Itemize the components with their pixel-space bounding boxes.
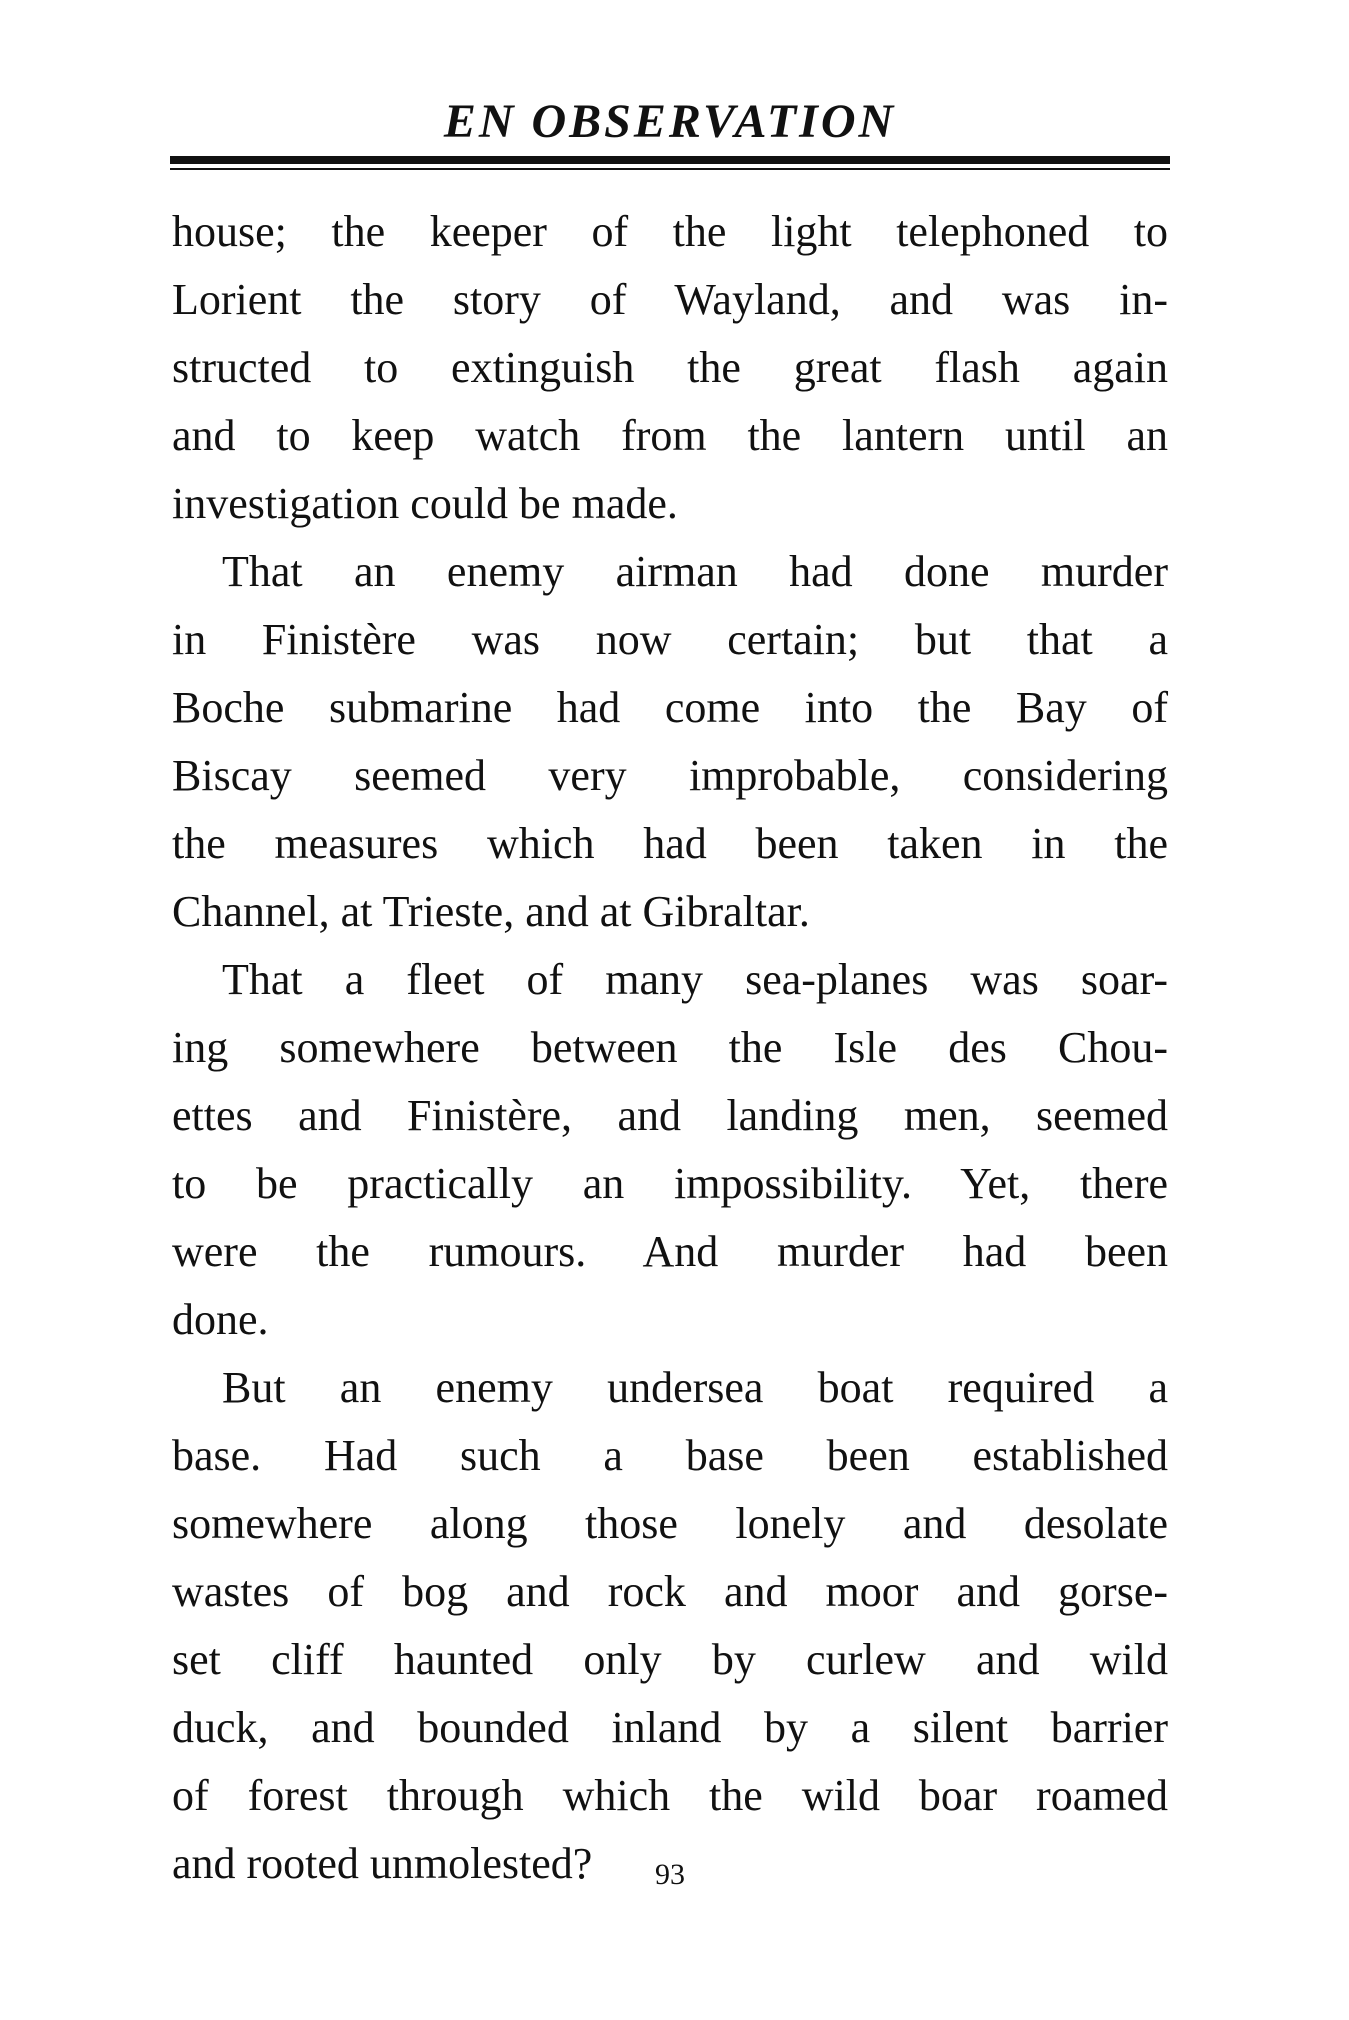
text-line: the measures which had been taken in the	[172, 819, 1168, 868]
paragraph	[172, 198, 1168, 538]
text-line: structed to extinguish the great flash again	[172, 343, 1168, 392]
paragraph	[172, 538, 1168, 946]
text-line: ettes and Finistère, and landing men, seemed	[172, 1091, 1168, 1140]
running-head: EN OBSERVATION	[443, 95, 897, 148]
text-line: But an enemy undersea boat required a	[222, 1363, 1168, 1412]
header-rule-thick	[170, 156, 1170, 164]
text-line: and rooted unmolested?	[172, 1839, 593, 1888]
text-line: base. Had such a base been established	[172, 1431, 1168, 1480]
text-line: Channel, at Trieste, and at Gibraltar.	[172, 887, 810, 936]
text-line: somewhere along those lonely and desolate	[172, 1499, 1168, 1548]
paragraph	[172, 1354, 1168, 1898]
text-line: ing somewhere between the Isle des Chou-	[172, 1023, 1168, 1072]
paragraph	[172, 946, 1168, 1354]
page-number: 93	[655, 1858, 685, 1891]
text-line: and to keep watch from the lantern until an	[172, 411, 1168, 460]
text-line: That a fleet of many sea-planes was soar-	[222, 955, 1168, 1004]
text-line: done.	[172, 1295, 269, 1344]
text-line: were the rumours. And murder had been	[172, 1227, 1168, 1276]
text-line: house; the keeper of the light telephoned to	[172, 207, 1168, 256]
text-line: of forest through which the wild boar roamed	[172, 1771, 1168, 1820]
text-line: Lorient the story of Wayland, and was in-	[172, 275, 1168, 324]
text-line: That an enemy airman had done murder	[222, 547, 1168, 596]
text-line: Biscay seemed very improbable, considering	[172, 751, 1168, 800]
header-rule-thin	[170, 168, 1170, 170]
text-line: to be practically an impossibility. Yet, there	[172, 1159, 1168, 1208]
text-line: Boche submarine had come into the Bay of	[172, 683, 1168, 732]
text-line: set cliff haunted only by curlew and wild	[172, 1635, 1168, 1684]
text-line: in Finistère was now certain; but that a	[172, 615, 1168, 664]
text-line: wastes of bog and rock and moor and gorse-	[172, 1567, 1168, 1616]
text-line: investigation could be made.	[172, 479, 678, 528]
text-line: duck, and bounded inland by a silent barrier	[172, 1703, 1168, 1752]
body-text	[172, 198, 1168, 1898]
